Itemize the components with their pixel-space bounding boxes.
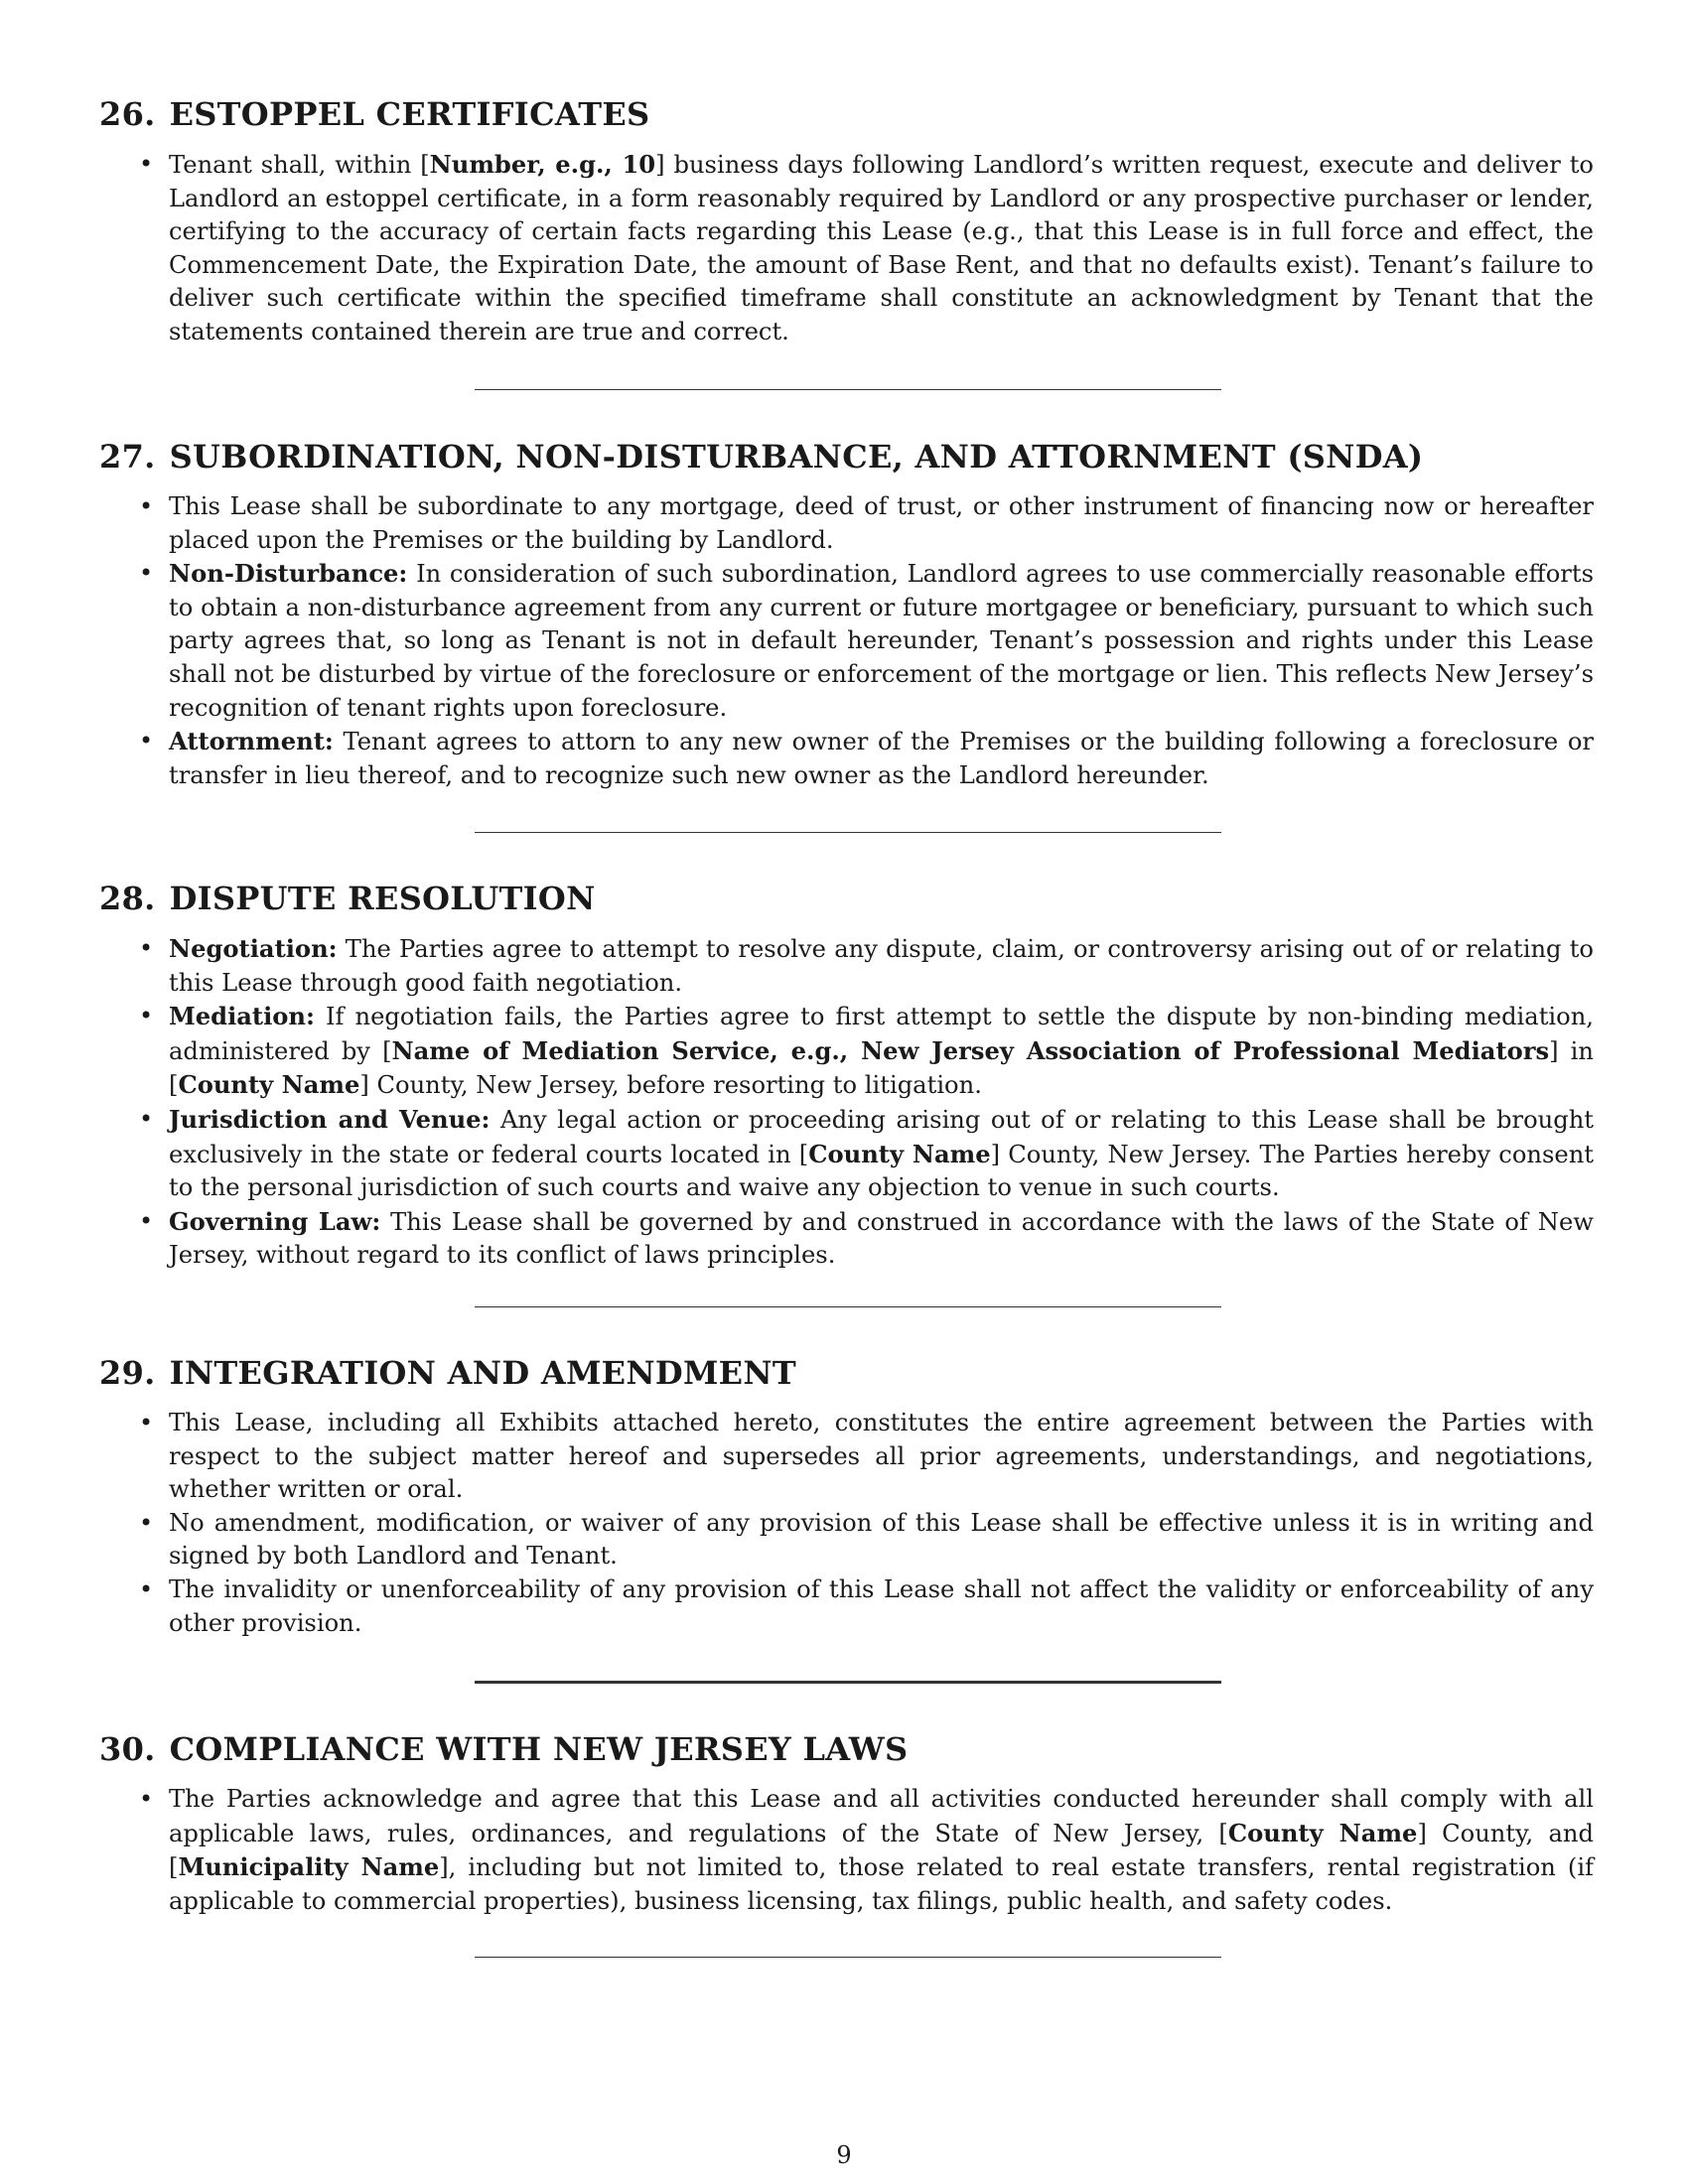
bullet-list <box>99 932 1594 1273</box>
list-item <box>99 1783 1594 1918</box>
list-item <box>99 1573 1594 1640</box>
item-lead: Jurisdiction and Venue: <box>169 1104 491 1134</box>
list-item <box>99 1507 1594 1573</box>
list-item <box>99 1205 1594 1273</box>
section-title: COMPLIANCE WITH NEW JERSEY LAWS <box>169 1730 909 1768</box>
section-title: INTEGRATION AND AMENDMENT <box>169 1354 797 1392</box>
item-lead: Mediation: <box>169 1002 315 1031</box>
item-text: ] County, and [ <box>169 1819 1594 1882</box>
item-text: The Parties acknowledge and agree that this Lease and all activities conducted hereunder shall comply with all applicable laws, rules, ordinances, and regulations of the State of New Jersey, [ <box>169 1785 1594 1847</box>
item-lead: Negotiation: <box>169 934 338 963</box>
placeholder-field: County Name <box>1227 1818 1418 1847</box>
item-lead: Attornment: <box>169 727 334 756</box>
section-29 <box>99 1353 1594 1640</box>
bullet-list <box>99 490 1594 792</box>
placeholder-field: Name of Mediation Service, e.g., New Jersey Association of Professional Mediators <box>391 1035 1550 1065</box>
section-divider <box>475 832 1221 833</box>
item-text: Tenant agrees to attorn to any new owner of the Premises or the building following a foreclosure or transfer in lieu thereof, and to recognize such new owner as the Landlord hereunder. <box>169 728 1594 789</box>
item-text: Any legal action or proceeding arising out of or relating to this Lease shall be brought exclusively in the state or federal courts located in [ <box>169 1105 1594 1168</box>
section-number: 29. <box>99 1354 156 1392</box>
bullet-list <box>99 1783 1594 1918</box>
item-text: ] County, New Jersey, before resorting to litigation. <box>359 1071 982 1100</box>
section-heading <box>99 1729 1594 1769</box>
section-number: 28. <box>99 880 156 917</box>
list-item <box>99 1103 1594 1205</box>
section-number: 26. <box>99 95 156 133</box>
item-text: In consideration of such subordination, Landlord agrees to use commercially reasonable efforts to obtain a non-disturbance agreement from any current or future mortgagee or beneficiary, pursuant to which such party agrees that, so long as Tenant is not in default hereunder, Tenant’s possession and rights under this Lease shall not be disturbed by virtue of the foreclosure or enforcement of the mortgage or lien. This reflects New Jersey’s recognition of tenant rights upon foreclosure. <box>169 560 1594 722</box>
list-item <box>99 490 1594 557</box>
bullet-list <box>99 148 1594 349</box>
section-28 <box>99 879 1594 1273</box>
section-heading <box>99 1353 1594 1393</box>
section-30 <box>99 1729 1594 1918</box>
item-lead: Non-Disturbance: <box>169 559 408 589</box>
section-title: SUBORDINATION, NON-DISTURBANCE, AND ATTORNMENT (SNDA) <box>169 438 1424 476</box>
page-number: 9 <box>836 2141 852 2169</box>
section-heading <box>99 437 1594 477</box>
section-number: 30. <box>99 1730 156 1768</box>
list-item <box>99 1000 1594 1103</box>
placeholder-field: Number, e.g., 10 <box>429 150 656 179</box>
section-number: 27. <box>99 438 156 476</box>
section-26 <box>99 94 1594 349</box>
placeholder-field: County Name <box>808 1139 991 1168</box>
item-text: This Lease shall be governed by and construed in accordance with the laws of the State of New Jersey, without regard to its conflict of laws principles. <box>169 1207 1594 1270</box>
list-item <box>99 148 1594 349</box>
list-item <box>99 557 1594 725</box>
placeholder-field: County Name <box>178 1070 360 1100</box>
placeholder-field: Municipality Name <box>178 1852 440 1882</box>
item-lead: Governing Law: <box>169 1206 381 1236</box>
section-divider <box>475 1957 1221 1958</box>
item-text: The invalidity or unenforceability of any provision of this Lease shall not affect the validity or enforceability of any other provision. <box>169 1574 1594 1637</box>
item-text: ] County, New Jersey. The Parties hereby consent to the personal jurisdiction of such courts and waive any objection to venue in such courts. <box>169 1140 1595 1202</box>
list-item <box>99 1407 1594 1507</box>
section-27 <box>99 437 1594 792</box>
item-text: If negotiation fails, the Parties agree to first attempt to settle the dispute by non-binding mediation, administered by [ <box>169 1003 1594 1065</box>
item-text: ], including but not limited to, those related to real estate transfers, rental registration (if applicable to commercial properties), business licensing, tax filings, public health, and safety codes. <box>169 1853 1595 1915</box>
item-text: The Parties agree to attempt to resolve any dispute, claim, or controversy arising out of or relating to this Lease through good faith negotiation. <box>169 935 1594 997</box>
item-text: This Lease shall be subordinate to any mortgage, deed of trust, or other instrument of financing now or hereafter placed upon the Premises or the building by Landlord. <box>169 492 1594 554</box>
list-item <box>99 932 1594 1000</box>
item-text: ] in [ <box>169 1036 1594 1100</box>
section-heading <box>99 879 1594 918</box>
list-item <box>99 725 1594 792</box>
section-divider <box>475 1681 1221 1684</box>
section-divider <box>475 389 1221 390</box>
item-text: No amendment, modification, or waiver of any provision of this Lease shall be effective unless it is in writing and signed by both Landlord and Tenant. <box>169 1508 1594 1570</box>
item-text: ] business days following Landlord’s written request, execute and deliver to Landlord an estoppel certificate, in a form reasonably required by Landlord or any prospective purchaser or lender, certifying to the accuracy of certain facts regarding this Lease (e.g., that this Lease is in full force and effect, the Commencement Date, the Expiration Date, the amount of Base Rent, and that no defaults exist). Tenant’s failure to deliver such certificate within the specified timeframe shall constitute an acknowledgment by Tenant that the statements contained therein are true and correct. <box>169 151 1594 345</box>
item-text: Tenant shall, within [ <box>169 151 430 179</box>
section-divider <box>475 1306 1221 1307</box>
section-heading <box>99 94 1594 134</box>
section-title: DISPUTE RESOLUTION <box>169 880 596 917</box>
bullet-list <box>99 1407 1594 1640</box>
section-title: ESTOPPEL CERTIFICATES <box>169 95 650 133</box>
item-text: This Lease, including all Exhibits attached hereto, constitutes the entire agreement between the Parties with respect to the subject matter hereof and supersedes all prior agreements, understandings, and negotiations, whether written or oral. <box>169 1409 1594 1504</box>
